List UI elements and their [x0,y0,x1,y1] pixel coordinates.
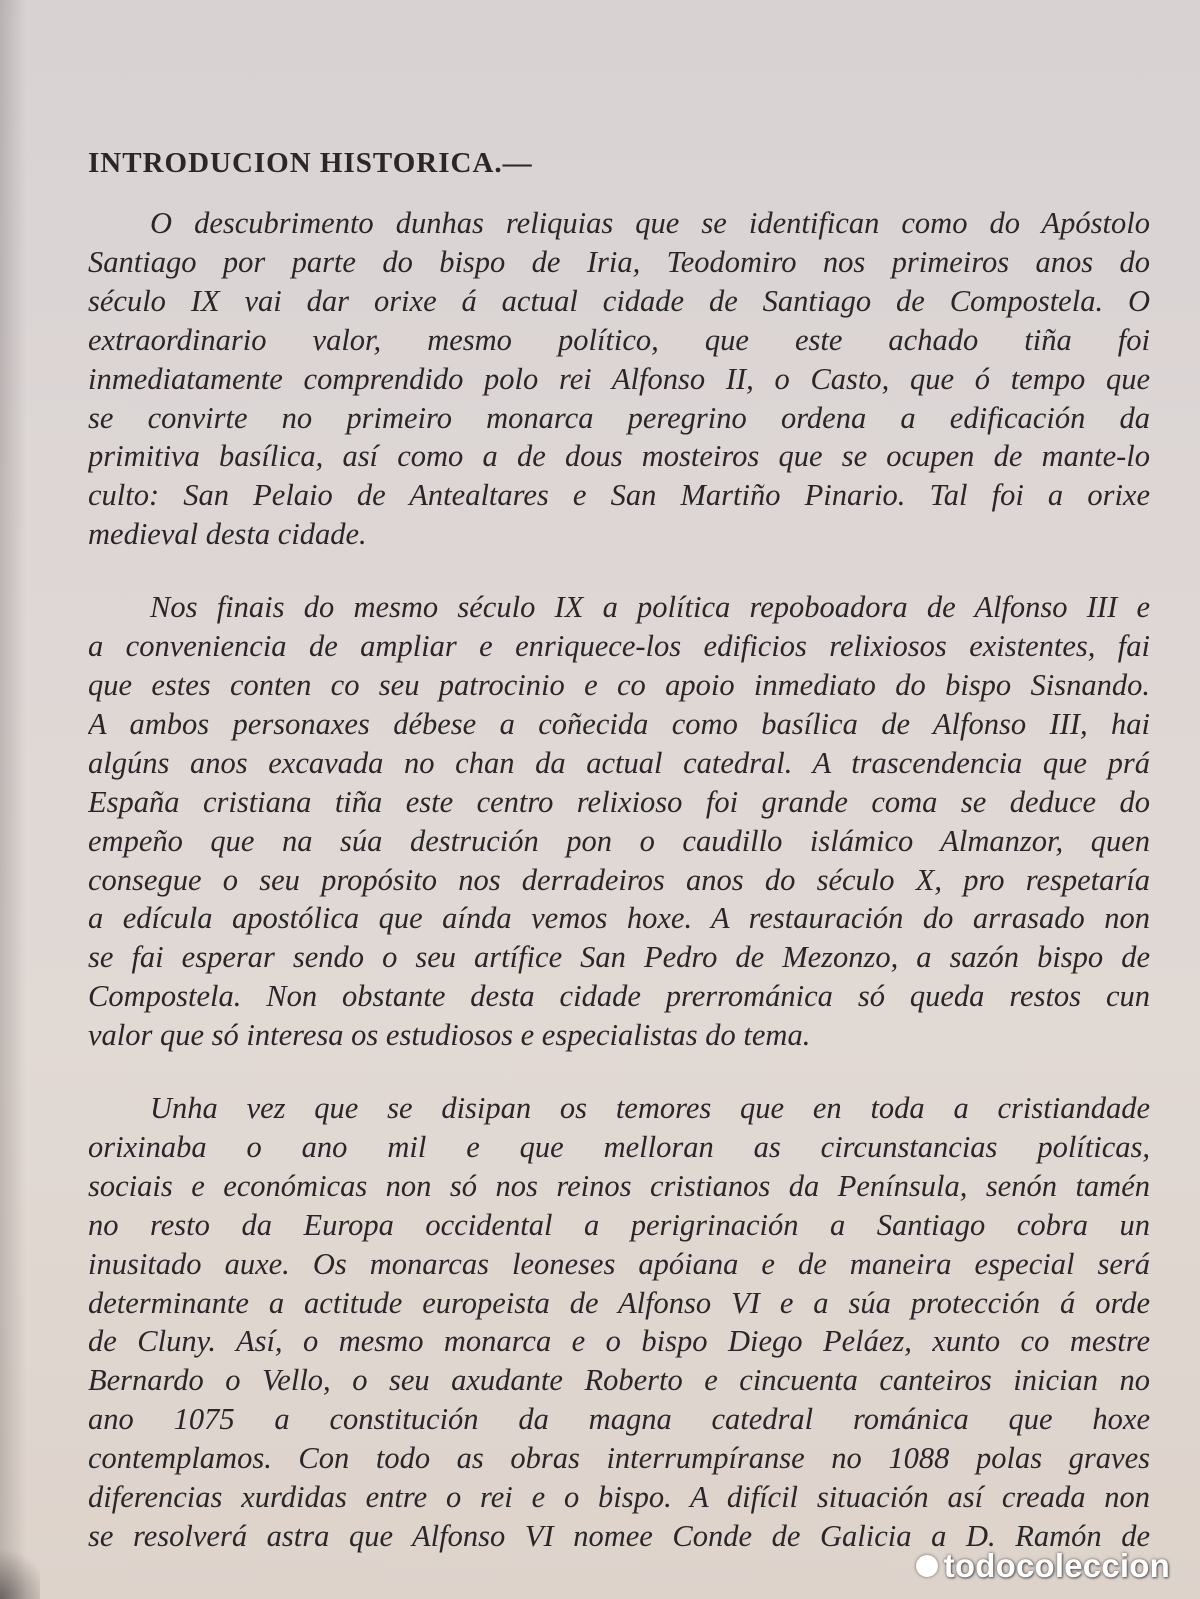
watermark-text: todocoleccion [943,1547,1170,1584]
text-line: O descubrimento dunhas reliquias que se identifican como do Apóstolo [150,206,1150,240]
section-heading: INTRODUCION HISTORICA.— [88,147,533,179]
text-line: orixinaba o ano mil e que melloran as circunstancias políticas, [88,1129,1150,1164]
text-line: a edícula apostólica que aínda vemos hoxe. A restauración do arrasado non [88,901,1150,936]
paragraph-2 [88,588,1150,1055]
text-line: Nos finais do mesmo século IX a política repoboadora de Alfonso III e [150,590,1150,625]
text-line: Compostela. Non obstante desta cidade prerrománica só queda restos cun [88,979,1150,1014]
text-line: determinante a actitude europeista de Alfonso VI e a súa protección á orde [88,1285,1150,1320]
text-line: sociais e económicas non só nos reinos cristianos da Península, senón tamén [88,1168,1150,1203]
page-edge-shadow [0,0,26,1599]
document-body [88,140,1150,1556]
text-line: medieval desta cidade. [88,517,367,552]
text-line: diferencias xurdidas entre o rei e o bispo. A difícil situación así creada non [88,1480,1150,1515]
paragraph-3 [88,1089,1150,1556]
text-line: a conveniencia de ampliar e enriquece-los edificios relixiosos existentes, fai [88,629,1150,664]
text-line: de Cluny. Así, o mesmo monarca e o bispo Diego Peláez, xunto co mestre [88,1324,1150,1359]
text-line: ano 1075 a constitución da magna catedral románica que hoxe [88,1402,1150,1437]
text-line: Santiago por parte do bispo de Iria, Teodomiro nos primeiros anos do [88,244,1150,279]
text-line: inusitado auxe. Os monarcas leoneses apóiana e de maneira especial será [88,1246,1150,1281]
paragraph-1 [88,204,1150,554]
text-line: valor que só interesa os estudiosos e especialistas do tema. [88,1018,811,1053]
text-line: se fai esperar sendo o seu artífice San Pedro de Mezonzo, a sazón bispo de [88,940,1150,975]
text-line: Unha vez que se disipan os temores que en toda a cristiandade [150,1091,1150,1126]
text-line: consegue o seu propósito nos derradeiros anos do século X, pro respetaría [88,862,1150,897]
text-line: se resolverá astra que Alfonso VI nomee Conde de Galicia a D. Ramón de [88,1519,1150,1553]
text-line: primitiva basílica, así como a de dous mosteiros que se ocupen de mante-lo [88,439,1150,474]
text-line: inmediatamente comprendido polo rei Alfonso II, o Casto, que ó tempo que [88,361,1150,396]
page-corner-shadow [0,1539,40,1599]
watermark-logo [916,1547,1170,1585]
text-line: Bernardo o Vello, o seu axudante Roberto e cincuenta canteiros inician no [88,1363,1150,1398]
text-line: no resto da Europa occidental a perigrinación a Santiago cobra un [88,1207,1150,1242]
text-line: culto: San Pelaio de Antealtares e San Martiño Pinario. Tal foi a orixe [88,478,1150,513]
text-line: algúns anos excavada no chan da actual catedral. A trascendencia que prá [88,745,1150,780]
text-line: extraordinario valor, mesmo político, que este achado tiña foi [88,322,1150,357]
text-line: se convirte no primeiro monarca peregrino ordena a edificación da [88,400,1150,435]
text-line: século IX vai dar orixe á actual cidade de Santiago de Compostela. O [88,283,1150,318]
text-line: A ambos personaxes débese a coñecida como basílica de Alfonso III, hai [88,706,1150,741]
text-line: España cristiana tiña este centro relixioso foi grande coma se deduce do [88,784,1150,819]
text-line: que estes conten co seu patrocinio e co apoio inmediato do bispo Sisnando. [88,667,1150,702]
text-line: empeño que na súa destrución pon o caudillo islámico Almanzor, quen [88,823,1150,858]
watermark-dot-icon [916,1555,938,1577]
text-line: contemplamos. Con todo as obras interrumpíranse no 1088 polas graves [88,1441,1150,1476]
